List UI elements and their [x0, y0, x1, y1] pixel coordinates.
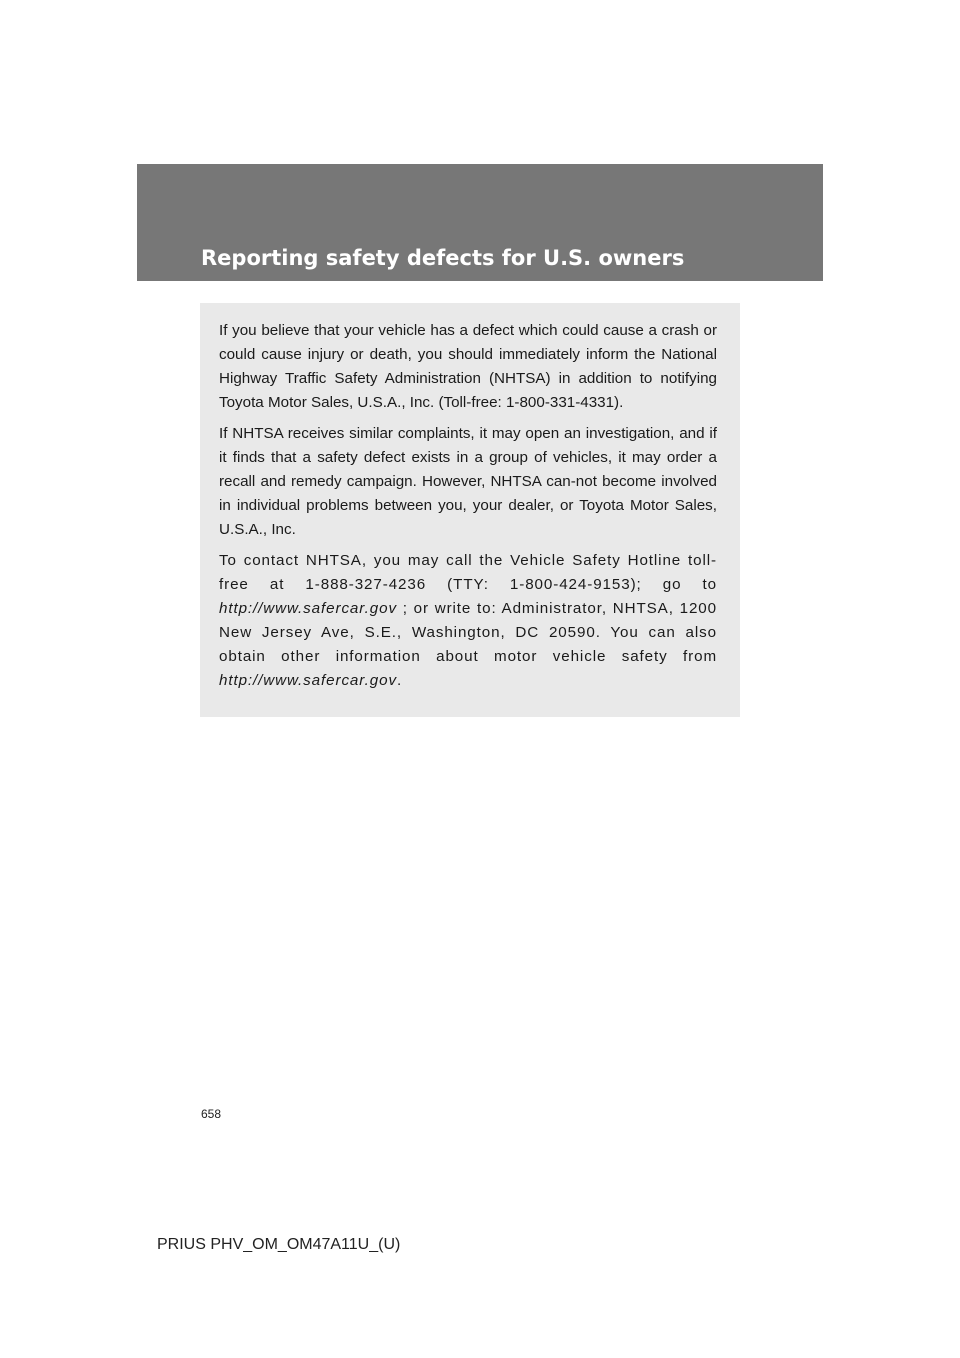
- safercar-link-2[interactable]: http://www.safercar.gov: [219, 672, 397, 689]
- info-paragraph-2: If NHTSA receives similar complaints, it may open an investigation, and if it finds that a safety defect exists in a group of vehicles, it may order a recall and remedy campaign. However, NHTSA can-not become involved in individual problems between you, your dealer, or Toyota Motor Sales, U.S.A., Inc.: [219, 425, 717, 538]
- safercar-link-1[interactable]: http://www.safercar.gov: [219, 600, 397, 617]
- info-paragraph-3: [219, 549, 717, 693]
- contact-text-middle: ; or write to: Administrator, NHTSA, 1200 New Jersey Ave, S.E., Washington, DC 20590. You can also obtain other information about motor vehicle safety from: [219, 600, 717, 665]
- section-title: Reporting safety defects for U.S. owners: [201, 246, 685, 270]
- safety-info-box: [200, 303, 740, 717]
- section-header-band: [137, 164, 823, 281]
- info-paragraph-1: If you believe that your vehicle has a defect which could cause a crash or could cause injury or death, you should immediately inform the National Highway Traffic Safety Administration (NHTSA) in addition to notifying Toyota Motor Sales, U.S.A., Inc. (Toll-free: 1-800-331-4331).: [219, 322, 717, 411]
- page-number: 658: [201, 1107, 222, 1121]
- document-code: PRIUS PHV_OM_OM47A11U_(U): [157, 1236, 401, 1253]
- contact-text-end: .: [396, 672, 403, 689]
- contact-text-start: To contact NHTSA, you may call the Vehicle Safety Hotline toll-free at 1-888-327-4236 (TTY: 1-800-424-9153); go to: [219, 552, 717, 593]
